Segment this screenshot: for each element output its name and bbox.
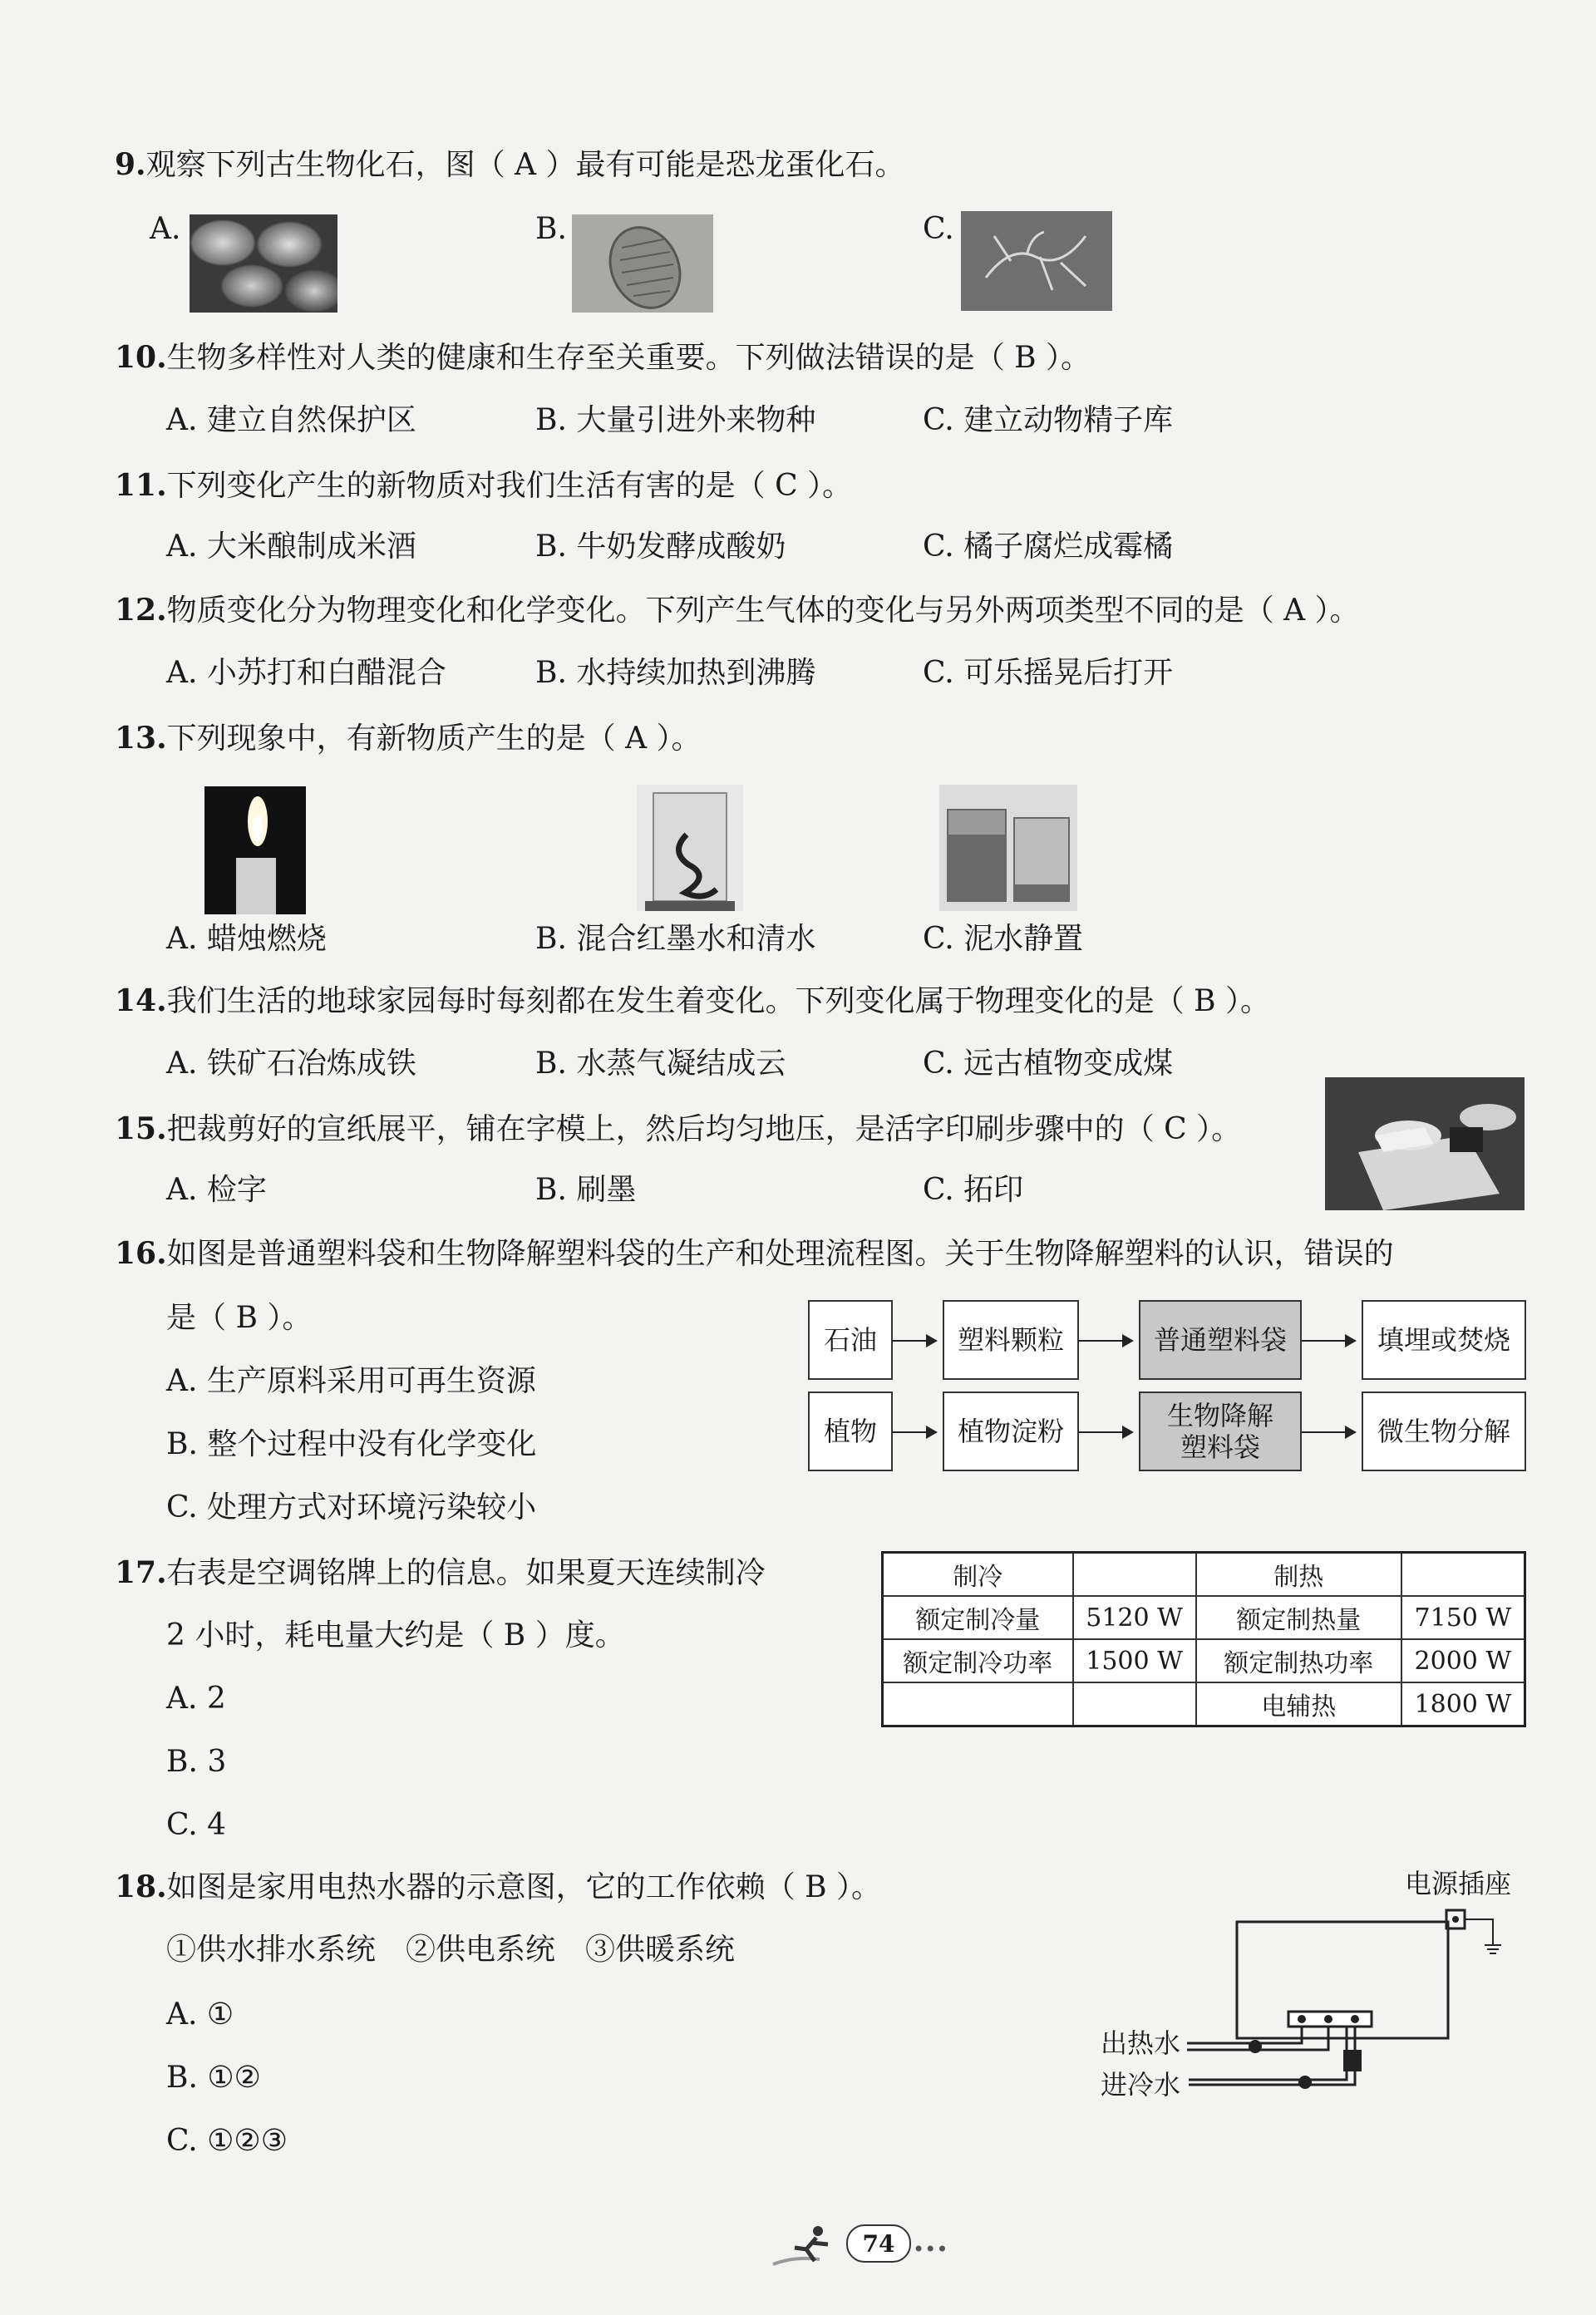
flow-arrow <box>1079 1431 1132 1433</box>
question-18: 18.如图是家用电热水器的示意图，它的工作依赖（ B ）。 <box>115 1869 881 1904</box>
question-18-stem-2: ①供水排水系统 ②供电系统 ③供暖系统 <box>166 1933 736 1967</box>
q12-option-c: C. 可乐摇晃后打开 <box>923 656 1174 690</box>
q18-option-a: A. ① <box>166 1997 234 2032</box>
question-12: 12.物质变化分为物理变化和化学变化。下列产生气体的变化与另外两项类型不同的是（ A ）。 <box>115 593 1360 628</box>
page-footer <box>770 2219 948 2269</box>
flow-arrow <box>1302 1431 1355 1433</box>
table-cell: 额定制冷量 <box>883 1596 1073 1639</box>
q9-option-b: B. <box>535 212 567 246</box>
q14-option-c: C. 远古植物变成煤 <box>923 1047 1174 1081</box>
table-cell: 1500 W <box>1073 1639 1196 1682</box>
flow-arrow <box>1079 1340 1132 1342</box>
q11-option-b: B. 牛奶发酵成酸奶 <box>535 529 786 564</box>
question-10: 10.生物多样性对人类的健康和生存至关重要。下列做法错误的是（ B ）。 <box>115 340 1091 375</box>
bird-fossil-photo <box>961 211 1112 311</box>
q9-option-c: C. <box>923 212 954 246</box>
table-cell: 5120 W <box>1073 1596 1196 1639</box>
q11-option-a: A. 大米酿制成米酒 <box>166 529 416 564</box>
q12-option-b: B. 水持续加热到沸腾 <box>535 656 816 690</box>
socket-label: 电源插座 <box>1405 1868 1512 1899</box>
q16-option-c: C. 处理方式对环境污染较小 <box>166 1490 537 1524</box>
question-16-stem-2: 是（ B ）。 <box>166 1301 313 1335</box>
q16-option-a: A. 生产原料采用可再生资源 <box>166 1364 536 1398</box>
q9-option-a: A. <box>150 212 181 246</box>
flow-plant: 植物 <box>808 1391 893 1471</box>
table-cell: 1800 W <box>1401 1682 1525 1726</box>
table-row <box>883 1639 1525 1682</box>
q13-option-a: A. 蜡烛燃烧 <box>166 922 327 956</box>
muddy-water-photo <box>939 785 1077 911</box>
table-row <box>883 1596 1525 1639</box>
printing-rubbing-photo <box>1325 1077 1525 1210</box>
q12-option-a: A. 小苏打和白醋混合 <box>166 656 446 690</box>
flow-oil: 石油 <box>808 1300 893 1380</box>
q13-option-c: C. 泥水静置 <box>923 922 1084 956</box>
hot-water-out-label: 出热水 <box>1101 2027 1181 2059</box>
question-11: 11.下列变化产生的新物质对我们生活有害的是（ C ）。 <box>115 468 853 503</box>
table-cell: 额定制热功率 <box>1196 1639 1401 1682</box>
page-number: 74 <box>846 2224 911 2263</box>
table-cell: 7150 W <box>1401 1596 1525 1639</box>
flow-microbial-decomposition: 微生物分解 <box>1362 1391 1526 1471</box>
runner-icon <box>770 2223 845 2269</box>
flow-biodegradable-bag: 生物降解塑料袋 <box>1139 1391 1302 1471</box>
flow-arrow <box>1302 1340 1355 1342</box>
cold-water-in-label: 进冷水 <box>1101 2069 1181 2101</box>
table-cell: 电辅热 <box>1196 1682 1401 1726</box>
q10-option-a: A. 建立自然保护区 <box>166 403 416 437</box>
trilobite-fossil-photo <box>572 214 713 313</box>
q14-option-b: B. 水蒸气凝结成云 <box>535 1047 786 1081</box>
table-row <box>883 1553 1525 1597</box>
question-15: 15.把裁剪好的宣纸展平，铺在字模上，然后均匀地压，是活字印刷步骤中的（ C ）。 <box>115 1111 1242 1146</box>
q17-option-b: B. 3 <box>166 1745 227 1779</box>
q15-option-c: C. 拓印 <box>923 1173 1024 1207</box>
table-cell: 额定制冷功率 <box>883 1639 1073 1682</box>
ac-nameplate-table <box>881 1551 1526 1727</box>
q14-option-a: A. 铁矿石冶炼成铁 <box>166 1047 416 1081</box>
table-cell: 额定制热量 <box>1196 1596 1401 1639</box>
question-16: 16.如图是普通塑料袋和生物降解塑料袋的生产和处理流程图。关于生物降解塑料的认识，错误的 <box>115 1236 1394 1271</box>
q15-option-a: A. 检字 <box>166 1173 267 1207</box>
q18-option-b: B. ①② <box>166 2061 261 2095</box>
flow-ordinary-bag: 普通塑料袋 <box>1139 1300 1302 1380</box>
table-cell <box>1073 1553 1196 1597</box>
question-9: 9.观察下列古生物化石，图（ A ）最有可能是恐龙蛋化石。 <box>115 147 905 182</box>
q15-option-b: B. 刷墨 <box>535 1173 637 1207</box>
q17-option-c: C. 4 <box>166 1808 227 1842</box>
table-cell: 制冷 <box>883 1553 1073 1597</box>
flow-plastic-pellets: 塑料颗粒 <box>943 1300 1079 1380</box>
dinosaur-egg-fossil-photo <box>190 214 337 313</box>
ink-water-photo <box>637 785 743 911</box>
candle-burning-photo <box>204 786 306 914</box>
q18-option-c: C. ①②③ <box>166 2124 288 2158</box>
flow-plant-starch: 植物淀粉 <box>943 1391 1079 1471</box>
flow-arrow <box>893 1431 936 1433</box>
question-14: 14.我们生活的地球家园每时每刻都在发生着变化。下列变化属于物理变化的是（ B ）。 <box>115 983 1270 1018</box>
table-cell <box>1401 1553 1525 1597</box>
q11-option-c: C. 橘子腐烂成霉橘 <box>923 529 1174 564</box>
q17-option-a: A. 2 <box>166 1682 226 1716</box>
table-cell <box>1073 1682 1196 1726</box>
flow-landfill-incinerate: 填埋或焚烧 <box>1362 1300 1526 1380</box>
flow-arrow <box>893 1340 936 1342</box>
water-heater-diagram <box>1180 1904 1530 2103</box>
table-cell <box>883 1682 1073 1726</box>
table-cell: 制热 <box>1196 1553 1401 1597</box>
question-17-stem-2: 2 小时，耗电量大约是（ B ）度。 <box>166 1618 625 1653</box>
q10-option-b: B. 大量引进外来物种 <box>535 403 816 437</box>
page-dots: ••• <box>913 2238 948 2261</box>
q10-option-c: C. 建立动物精子库 <box>923 403 1174 437</box>
table-row <box>883 1682 1525 1726</box>
q16-option-b: B. 整个过程中没有化学变化 <box>166 1427 537 1461</box>
q13-option-b: B. 混合红墨水和清水 <box>535 922 816 956</box>
question-13: 13.下列现象中，有新物质产生的是（ A ）。 <box>115 721 702 756</box>
question-17: 17.右表是空调铭牌上的信息。如果夏天连续制冷 <box>115 1555 766 1590</box>
table-cell: 2000 W <box>1401 1639 1525 1682</box>
